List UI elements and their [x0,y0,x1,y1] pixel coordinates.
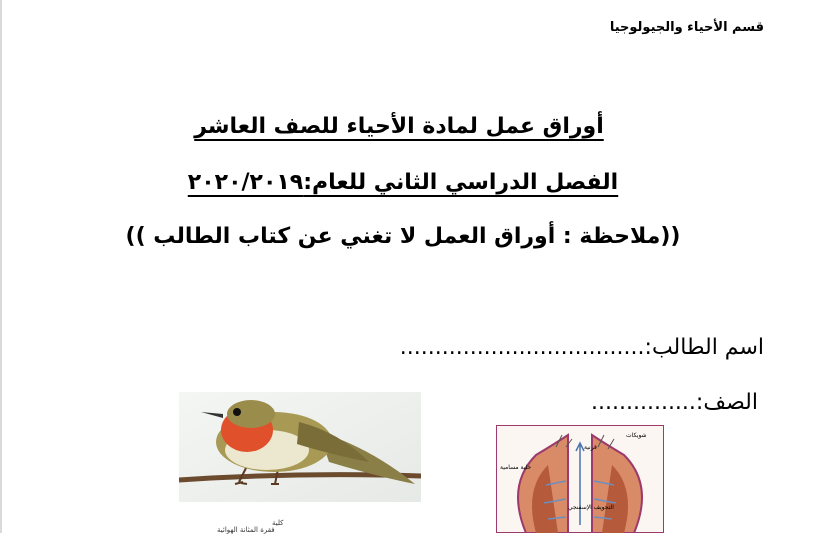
class-field[interactable]: الصف:............... [591,390,758,415]
semester-line [0,170,822,195]
student-name-field[interactable]: اسم الطالب:................................... [399,335,764,360]
note-line-text: ((ملاحظة : أوراق العمل لا تغني عن كتاب الطالب )) [125,224,681,249]
diagram-label-porocyte: خلية مسامية [500,464,532,471]
sponge-structure-illustration [496,425,664,533]
diagram-label-top: قرنية [584,444,597,451]
note-line [0,224,822,249]
sponge-diagram [496,425,664,533]
bird-illustration [179,392,421,502]
bird-caption-left: فقرة المثانة الهوائية [217,526,275,534]
page-edge [0,0,2,533]
bird-photo [179,392,421,502]
worksheet-title [0,114,822,139]
semester-line-text: الفصل الدراسي الثاني للعام:٢٠٢٠/٢٠١٩ [187,170,619,195]
worksheet-title-text: أوراق عمل لمادة الأحياء للصف العاشر [194,114,604,139]
diagram-label-cavity: التجويف الإسفنجي [568,504,614,511]
department-header: قسم الأحياء والجيولوجيا [609,20,764,35]
diagram-label-spicules: شويكات [626,432,647,439]
bird-caption-right: كلية [272,519,284,527]
